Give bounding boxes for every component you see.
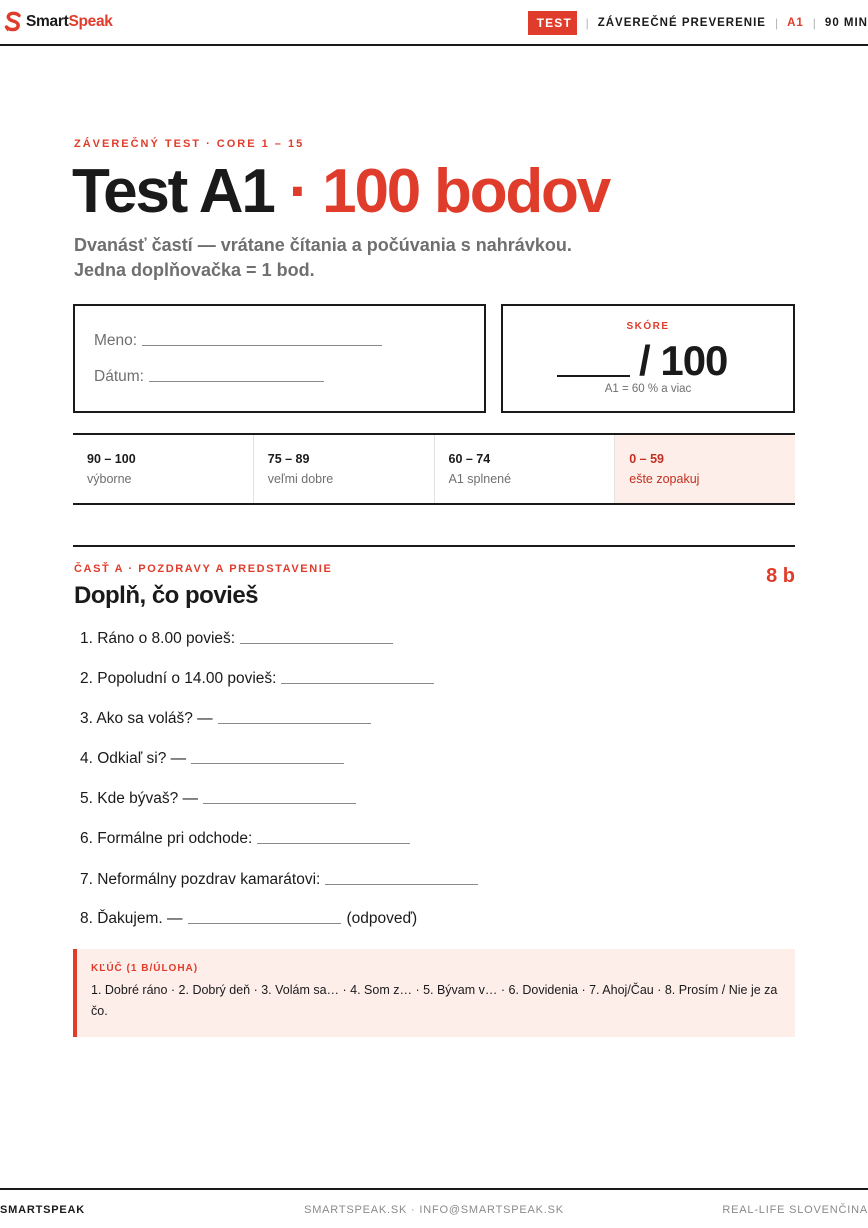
- question-text: 6. Formálne pri odchode:: [80, 830, 253, 847]
- answer-line[interactable]: [240, 643, 393, 644]
- score-input-line[interactable]: [557, 375, 630, 377]
- page-subtitle: [74, 233, 774, 283]
- question-text: 4. Odkiaľ si? —: [80, 750, 187, 767]
- section-points: 8 b: [766, 565, 795, 587]
- answer-line[interactable]: [218, 723, 371, 724]
- name-date-box: [73, 304, 486, 413]
- hero-eyebrow: ZÁVEREČNÝ TEST · CORE 1 – 15: [74, 138, 305, 150]
- footer-brand: SMARTSPEAK: [0, 1204, 86, 1216]
- page-title: [72, 156, 609, 228]
- question-text: 8. Ďakujem. —: [80, 910, 183, 927]
- section-divider: [73, 545, 795, 547]
- question-item: [80, 790, 356, 808]
- score-row: [557, 337, 727, 383]
- date-field: [94, 368, 324, 386]
- header-level: A1: [787, 17, 804, 29]
- header-title: ZÁVEREČNÉ PREVERENIE: [597, 17, 766, 29]
- name-label: Meno:: [94, 332, 138, 349]
- separator: |: [585, 16, 589, 30]
- grade-scale: [73, 433, 795, 505]
- question-text: 7. Neformálny pozdrav kamarátovi:: [80, 871, 321, 888]
- name-field: [94, 332, 382, 350]
- answer-line[interactable]: [281, 683, 434, 684]
- grade-range: 60 – 74: [448, 452, 491, 466]
- question-item: [80, 710, 371, 728]
- grade-desc: veľmi dobre: [267, 472, 334, 486]
- name-input-line[interactable]: [142, 345, 382, 346]
- grade-range: 75 – 89: [267, 452, 310, 466]
- answer-line[interactable]: [257, 843, 410, 844]
- answer-key: [73, 949, 795, 1037]
- title-main: Test A1: [72, 157, 274, 226]
- answer-line[interactable]: [203, 803, 356, 804]
- grade-cell: [73, 435, 254, 503]
- page-header: [0, 0, 868, 46]
- answer-key-label: KĽÚČ (1 B/ÚLOHA): [91, 963, 199, 974]
- question-item: [80, 630, 393, 648]
- score-label: SKÓRE: [626, 321, 670, 332]
- subtitle-line: Jedna doplňovačka = 1 bod.: [74, 260, 315, 280]
- section-title: Doplň, čo povieš: [74, 582, 259, 609]
- separator: |: [812, 16, 816, 30]
- test-tag: TEST: [528, 11, 577, 35]
- date-input-line[interactable]: [149, 381, 324, 382]
- page-footer: [0, 1188, 868, 1228]
- grade-range: 90 – 100: [87, 452, 136, 466]
- question-hint: (odpoveď): [346, 910, 418, 927]
- question-item: [80, 910, 417, 928]
- grade-desc: ešte zopakuj: [629, 472, 700, 486]
- question-text: 3. Ako sa voláš? —: [80, 710, 213, 727]
- header-duration: 90 MIN: [824, 17, 868, 29]
- answer-line[interactable]: [191, 763, 344, 764]
- answer-key-text: 1. Dobré ráno · 2. Dobrý deň · 3. Volám sa… · 4. Som z… · 5. Bývam v… · 6. Dovidenia · 7. Ahoj/Čau · 8. Prosím / Nie je za čo.: [91, 983, 778, 1018]
- smartspeak-s-logo-icon: [3, 10, 23, 34]
- grade-cell: [435, 435, 616, 503]
- brand-logo: [3, 9, 113, 35]
- question-item: [80, 670, 434, 688]
- question-text: 2. Popoludní o 14.00 povieš:: [80, 670, 277, 687]
- question-text: 1. Ráno o 8.00 povieš:: [80, 630, 236, 647]
- footer-contact: SMARTSPEAK.SK · INFO@SMARTSPEAK.SK: [304, 1204, 564, 1216]
- answer-line[interactable]: [325, 884, 478, 885]
- date-label: Dátum:: [94, 368, 144, 385]
- score-max: / 100: [639, 337, 728, 384]
- question-item: [80, 830, 410, 848]
- grade-desc: A1 splnené: [448, 472, 512, 486]
- grade-cell: [254, 435, 435, 503]
- subtitle-line: Dvanásť častí — vrátane čítania a počúvania s nahrávkou.: [74, 235, 572, 255]
- header-meta: [528, 11, 868, 35]
- question-text: 5. Kde bývaš? —: [80, 790, 199, 807]
- grade-range: 0 – 59: [629, 452, 665, 466]
- title-accent: · 100 bodov: [288, 157, 610, 226]
- question-item: [80, 871, 478, 889]
- answer-line[interactable]: [188, 923, 341, 924]
- section-eyebrow: ČASŤ A · POZDRAVY A PREDSTAVENIE: [74, 563, 333, 575]
- separator: |: [774, 16, 779, 30]
- grade-desc: výborne: [87, 472, 132, 486]
- score-box: [501, 304, 795, 413]
- question-item: [80, 750, 344, 768]
- brand-name: SmartSpeak: [26, 13, 113, 30]
- score-note: A1 = 60 % a viac: [604, 383, 692, 395]
- footer-tagline: REAL-LIFE SLOVENČINA: [722, 1204, 868, 1216]
- grade-cell-fail: [615, 435, 795, 503]
